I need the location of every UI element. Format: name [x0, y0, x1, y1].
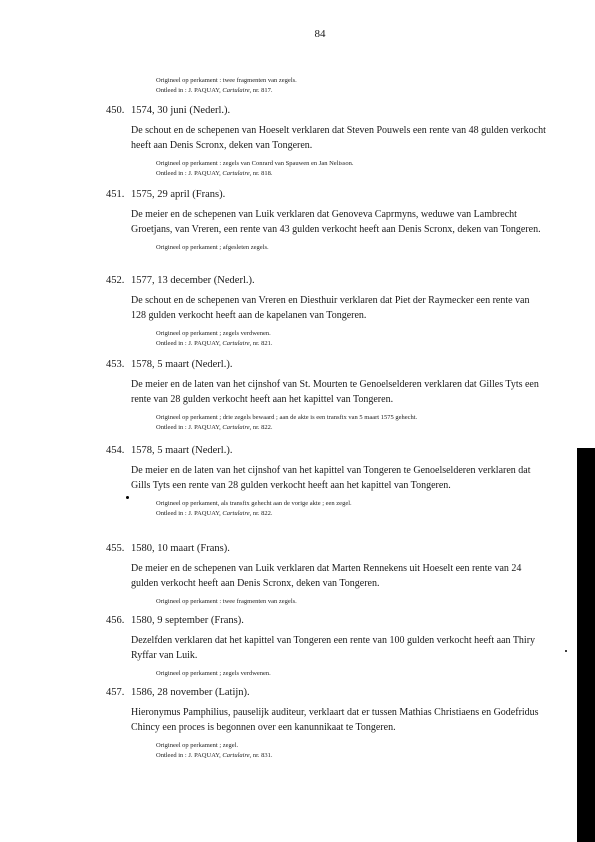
entry-notes: Origineel op perkament ; zegels verdwenen. Ontleed in : J. PAQUAY, Cartulaire, nr. 821.	[156, 330, 273, 348]
entry-summary: Dezelfden verklaren dat het kapittel van Tongeren een rente van 100 gulden verkocht heeft aan Thiry Ryffar van Luik.	[131, 635, 536, 661]
scan-speck	[565, 650, 567, 652]
entry-457	[106, 686, 546, 761]
entry-summary: De schout en de schepenen van Hoeselt verklaren dat Steven Pouwels een rente van 48 gulden verkocht heeft aan Denis Scronx, deken van Tongeren.	[131, 125, 546, 151]
entry-452	[106, 274, 546, 349]
entry-453	[106, 358, 546, 433]
entry-heading: 457. 1586, 28 november (Latijn).	[106, 687, 250, 698]
scan-dark-edge	[577, 448, 595, 842]
entry-heading: 455. 1580, 10 maart (Frans).	[106, 543, 230, 554]
entry-summary: De meier en de laten van het cijnshof van het kapittel van Tongeren te Genoelselderen verklaren dat Gills Tyts een rente van 28 gulden verkocht heeft aan het kapittel van Tongeren.	[131, 465, 531, 491]
entry-notes: Origineel op perkament : zegels van Conrard van Spauwen en Jan Nelisson. Ontleed in : J. PAQUAY, Cartulaire, nr. 818.	[156, 160, 354, 178]
top-notes	[156, 76, 297, 96]
entry-454	[106, 444, 546, 519]
entry-notes: Origineel op perkament : twee fragmenten van zegels.	[156, 598, 297, 606]
entry-heading: 452. 1577, 13 december (Nederl.).	[106, 275, 255, 286]
entry-heading: 451. 1575, 29 april (Frans).	[106, 189, 226, 200]
entry-heading: 453. 1578, 5 maart (Nederl.).	[106, 359, 233, 370]
entry-summary: De meier en de schepenen van Luik verklaren dat Genoveva Caprmyns, weduwe van Lambrecht Groetjans, van Vreren, een rente van 43 gulden verkocht heeft aan Denis Scronx, deken van Tongeren.	[131, 209, 541, 235]
entry-notes: Origineel op perkament, als transfix gehecht aan de vorige akte ; een zegel. Ontleed in : J. PAQUAY, Cartulaire, nr. 822.	[156, 500, 352, 518]
entry-summary: De schout en de schepenen van Vreren en Diesthuir verklaren dat Piet der Raymecker een rente van 128 gulden verkocht heeft aan de kapelanen van Tongeren.	[131, 295, 530, 321]
entry-summary: Hieronymus Pamphilius, pauselijk auditeur, verklaart dat er tussen Mathias Christiaens en Godefridus Chincy een proces is begonnen over een kanunnikaat te Tongeren.	[131, 707, 539, 733]
page-number: 84	[314, 28, 326, 40]
entry-451	[106, 188, 546, 253]
scan-speck	[126, 496, 129, 499]
top-original-note: Origineel op perkament : twee fragmenten van zegels.	[156, 77, 297, 84]
entry-456	[106, 614, 546, 679]
entry-455	[106, 542, 546, 607]
entry-summary: De meier en de schepenen van Luik verklaren dat Marten Rennekens uit Hoeselt een rente van 24 gulden verkocht heeft aan Denis Scronx, deken van Tongeren.	[131, 563, 522, 589]
entry-heading: 456. 1580, 9 september (Frans).	[106, 615, 244, 626]
entry-notes: Origineel op perkament ; drie zegels bewaard ; aan de akte is een transfix van 5 maart 1575 gehecht. Ontleed in : J. PAQUAY, Cartulaire, nr. 822.	[156, 414, 418, 432]
top-edition-note: Ontleed in : J. PAQUAY, Cartulaire, nr. 817.	[156, 87, 273, 94]
entry-summary: De meier en de laten van het cijnshof van St. Mourten te Genoelselderen verklaren dat Gilles Tyts een rente van 28 gulden verkocht heeft aan het kapittel van Tongeren.	[131, 379, 539, 405]
entry-450	[106, 104, 546, 179]
entry-heading: 454. 1578, 5 maart (Nederl.).	[106, 445, 233, 456]
entry-notes: Origineel op perkament ; zegel. Ontleed in : J. PAQUAY, Cartulaire, nr. 831.	[156, 742, 273, 760]
entry-notes: Origineel op perkament ; afgesleten zegels.	[156, 244, 269, 252]
entry-heading: 450. 1574, 30 juni (Nederl.).	[106, 105, 231, 116]
entry-notes: Origineel op perkament ; zegels verdwenen.	[156, 670, 271, 678]
